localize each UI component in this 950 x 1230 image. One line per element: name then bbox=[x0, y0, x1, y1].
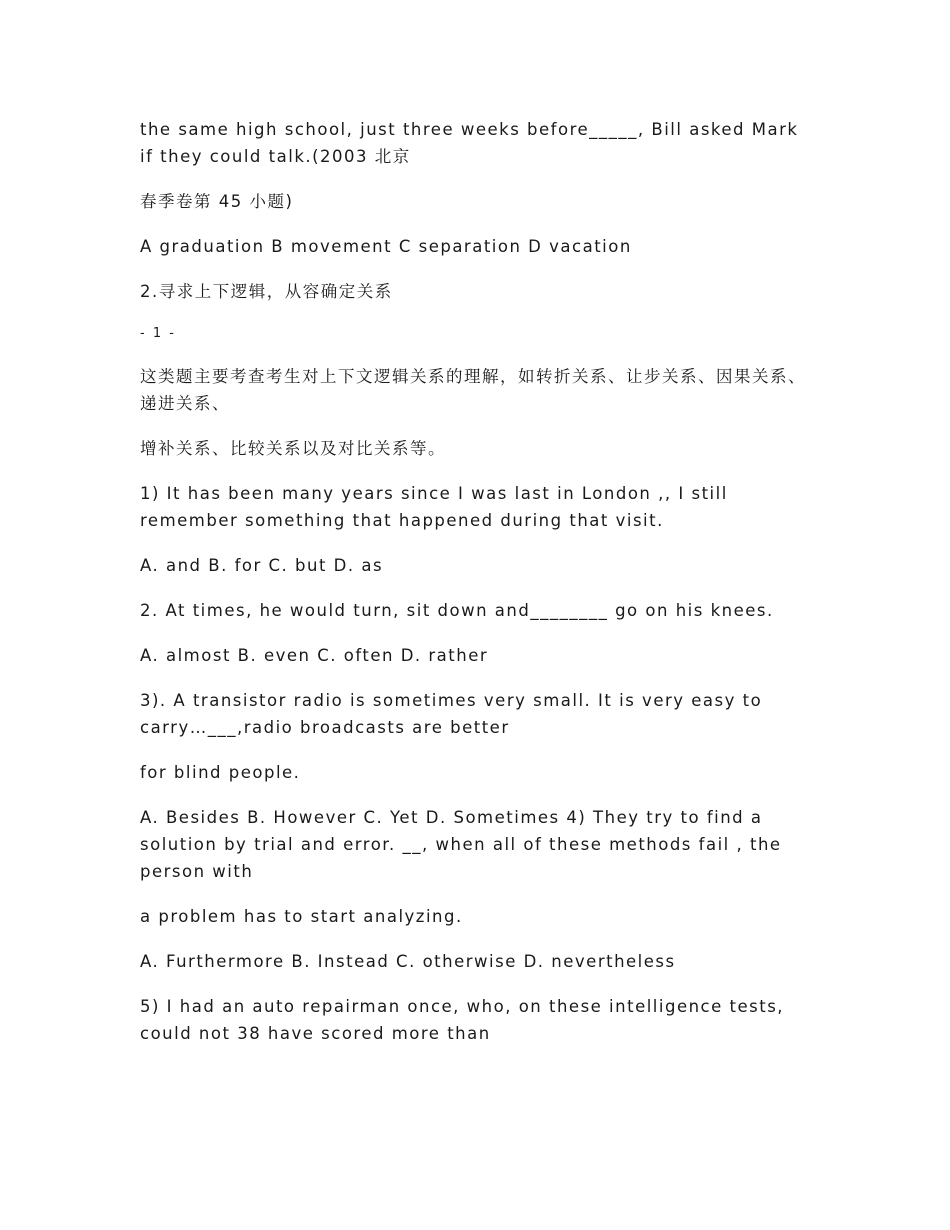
paragraph bbox=[140, 435, 830, 462]
answer-options bbox=[140, 552, 830, 579]
text-line: carry…___,radio broadcasts are better bbox=[140, 718, 510, 737]
paragraph bbox=[140, 903, 830, 930]
text-line: for blind people. bbox=[140, 763, 301, 782]
text-line: 3). A transistor radio is sometimes very small. It is very easy to bbox=[140, 691, 763, 710]
text-line: the same high school, just three weeks before_____, Bill asked Mark bbox=[140, 120, 799, 139]
question bbox=[140, 597, 830, 624]
paragraph bbox=[140, 188, 830, 215]
document-page bbox=[140, 116, 830, 1065]
text-line: 5) I had an auto repairman once, who, on these intelligence tests, bbox=[140, 997, 785, 1016]
text-line: A. Furthermore B. Instead C. otherwise D. nevertheless bbox=[140, 952, 676, 971]
text-line: A graduation B movement C separation D vacation bbox=[140, 237, 632, 256]
text-line: 这类题主要考查考生对上下文逻辑关系的理解，如转折关系、让步关系、因果关系、 bbox=[140, 367, 806, 386]
paragraph bbox=[140, 116, 830, 170]
text-line: 递进关系、 bbox=[140, 394, 230, 413]
question bbox=[140, 804, 830, 885]
paragraph bbox=[140, 363, 830, 417]
paragraph bbox=[140, 233, 830, 260]
text-line: 增补关系、比较关系以及对比关系等。 bbox=[140, 439, 446, 458]
answer-options bbox=[140, 642, 830, 669]
text-line: could not 38 have scored more than bbox=[140, 1024, 491, 1043]
text-line: 1) It has been many years since I was last in London ,, I still bbox=[140, 484, 728, 503]
section-heading bbox=[140, 278, 830, 305]
text-line: 2. At times, he would turn, sit down and________ go on his knees. bbox=[140, 601, 774, 620]
text-line: A. and B. for C. but D. as bbox=[140, 556, 384, 575]
text-line: 2.寻求上下逻辑，从容确定关系 bbox=[140, 282, 393, 301]
text-line: person with bbox=[140, 862, 254, 881]
text-line: A. Besides B. However C. Yet D. Sometimes 4) They try to find a bbox=[140, 808, 763, 827]
page-number: - 1 - bbox=[140, 326, 176, 341]
text-line: remember something that happened during that visit. bbox=[140, 511, 664, 530]
text-line: a problem has to start analyzing. bbox=[140, 907, 463, 926]
text-line: 春季卷第 45 小题) bbox=[140, 192, 294, 211]
answer-options bbox=[140, 948, 830, 975]
text-line: solution by trial and error. __, when all of these methods fail , the bbox=[140, 835, 782, 854]
question bbox=[140, 480, 830, 534]
text-line: if they could talk.(2003 北京 bbox=[140, 147, 411, 166]
question bbox=[140, 993, 830, 1047]
text-line: A. almost B. even C. often D. rather bbox=[140, 646, 489, 665]
paragraph bbox=[140, 759, 830, 786]
question bbox=[140, 687, 830, 741]
